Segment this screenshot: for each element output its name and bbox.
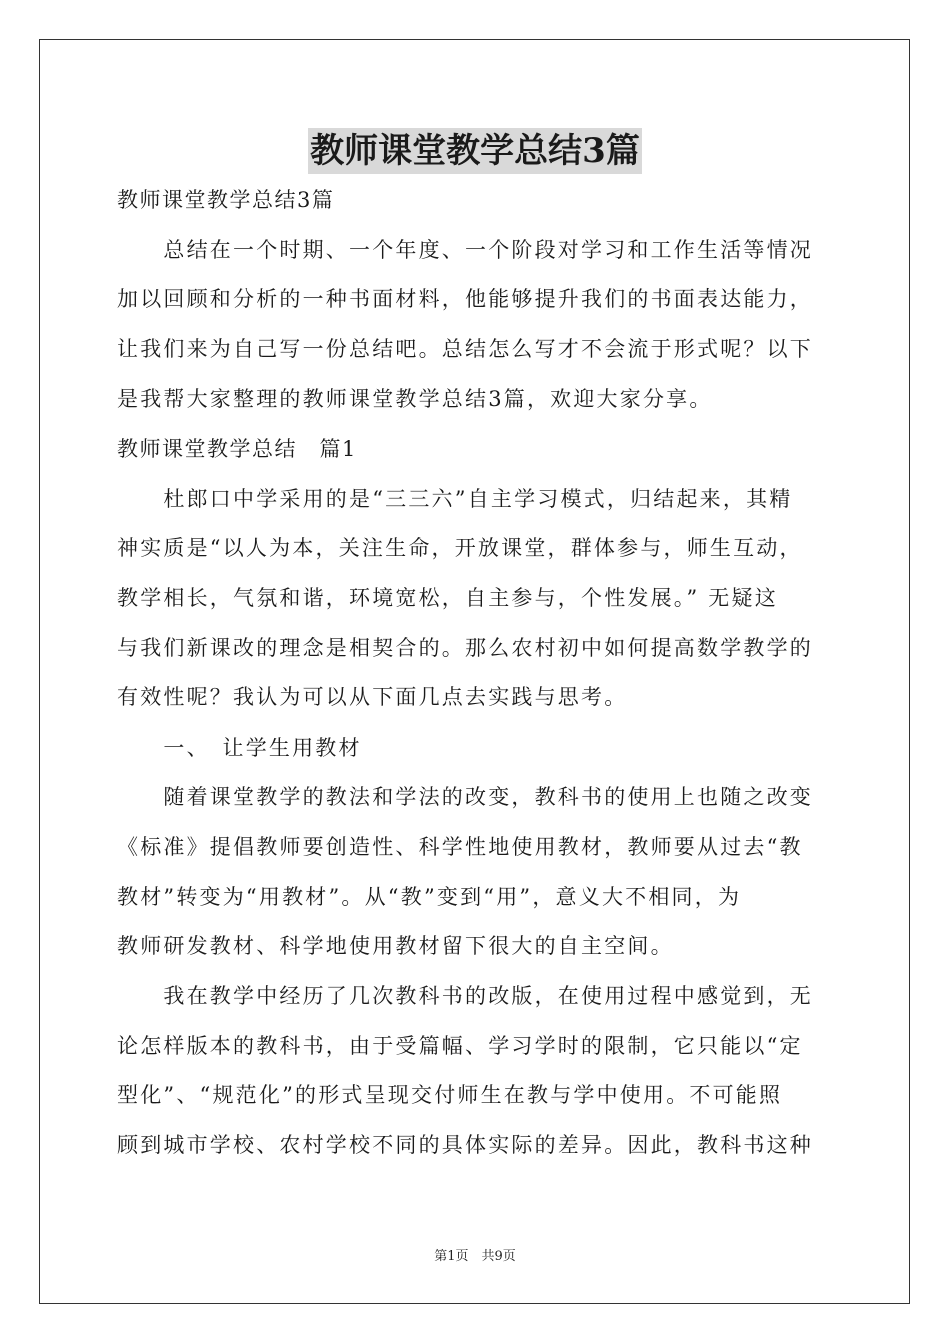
page-number: 第1页 共9页	[434, 1249, 516, 1264]
subsection-heading: 一、 让学生用教材	[117, 736, 362, 760]
text-line: 与我们新课改的理念是相契合的。那么农村初中如何提高数学教学的	[117, 636, 813, 660]
text-line: 杜郎口中学采用的是“三三六”自主学习模式，归结起来，其精	[117, 487, 793, 511]
text-line: 有效性呢？我认为可以从下面几点去实践与思考。	[117, 685, 628, 709]
section-heading: 教师课堂教学总结 篇1	[117, 437, 357, 461]
text-line: 教学相长，气氛和谐，环境宽松，自主参与，个性发展。” 无疑这	[117, 586, 778, 610]
text-line: 我在教学中经历了几次教科书的改版，在使用过程中感觉到，无	[117, 984, 813, 1008]
page-border	[39, 39, 910, 1304]
text-line: 加以回顾和分析的一种书面材料，他能够提升我们的书面表达能力，	[117, 287, 813, 311]
text-line: 教材”转变为“用教材”。从“教”变到“用”，意义大不相同，为	[117, 885, 742, 909]
text-line: 神实质是“以人为本，关注生命，开放课堂，群体参与，师生互动，	[117, 536, 803, 560]
title-container	[0, 128, 950, 174]
text-line: 顾到城市学校、农村学校不同的具体实际的差异。因此，教科书这种	[117, 1133, 813, 1157]
text-line: 教师课堂教学总结3篇	[117, 188, 335, 212]
text-line: 论怎样版本的教科书，由于受篇幅、学习学时的限制，它只能以“定	[117, 1034, 803, 1058]
document-title: 教师课堂教学总结3篇	[308, 128, 642, 174]
text-line: 是我帮大家整理的教师课堂教学总结3篇，欢迎大家分享。	[117, 387, 713, 411]
text-line: 随着课堂教学的教法和学法的改变，教科书的使用上也随之改变	[117, 785, 813, 809]
text-line: 让我们来为自己写一份总结吧。总结怎么写才不会流于形式呢？以下	[117, 337, 813, 361]
text-line: 型化”、“规范化”的形式呈现交付师生在教与学中使用。不可能照	[117, 1083, 783, 1107]
text-line: 《标准》提倡教师要创造性、科学性地使用教材，教师要从过去“教	[117, 835, 803, 859]
text-line: 总结在一个时期、一个年度、一个阶段对学习和工作生活等情况	[117, 238, 813, 262]
text-line: 教师研发教材、科学地使用教材留下很大的自主空间。	[117, 934, 674, 958]
